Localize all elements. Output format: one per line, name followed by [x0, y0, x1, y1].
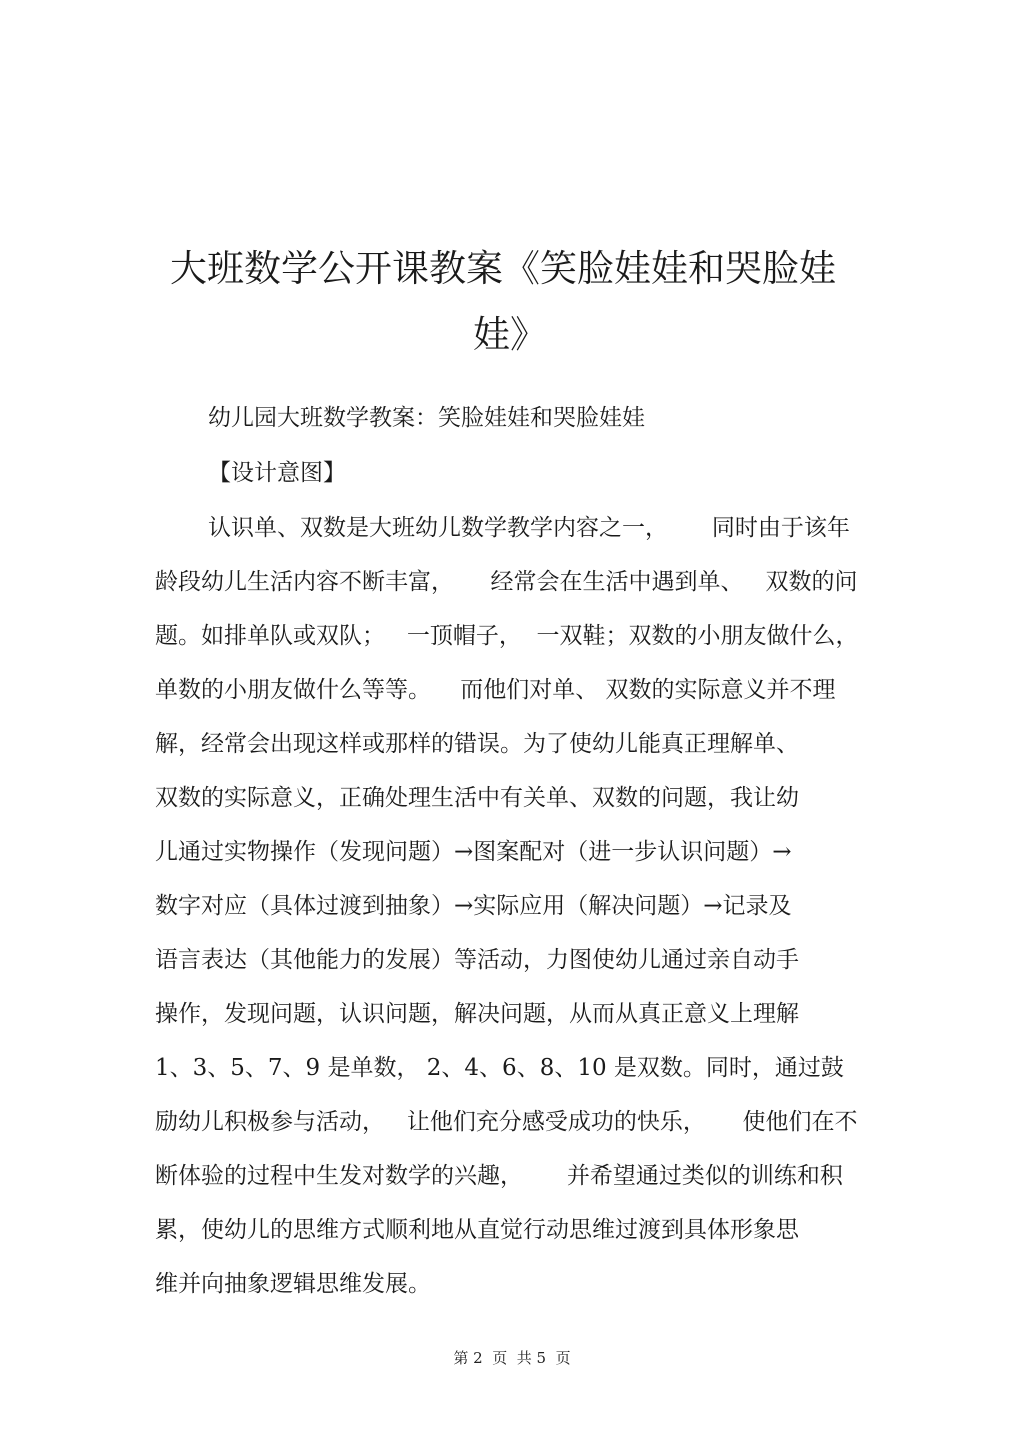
body-line: 语言表达（其他能力的发展）等活动，力图使幼儿通过亲自动手: [155, 947, 799, 973]
body-line: 1、3、5、7、9 是单数， 2、4、6、8、10 是双数。同时，通过鼓: [155, 1055, 844, 1081]
body-line: 累，使幼儿的思维方式顺利地从直觉行动思维过渡到具体形象思: [155, 1217, 799, 1243]
body-line: 儿通过实物操作（发现问题）→图案配对（进一步认识问题）→: [155, 839, 792, 865]
document-subtitle: 幼儿园大班数学教案：笑脸娃娃和哭脸娃娃: [208, 405, 645, 431]
body-line: 断体验的过程中生发对数学的兴趣， 并希望通过类似的训练和积: [155, 1163, 843, 1189]
body-line: 操作，发现问题，认识问题，解决问题，从而从真正意义上理解: [155, 1001, 799, 1027]
page-number: 第 2 页 共 5 页: [453, 1349, 571, 1367]
body-line: 题。如排单队或双队； 一顶帽子， 一双鞋；双数的小朋友做什么，: [155, 623, 859, 649]
body-line: 认识单、双数是大班幼儿数学教学内容之一， 同时由于该年: [208, 515, 850, 541]
body-line: 解，经常会出现这样或那样的错误。为了使幼儿能真正理解单、: [155, 731, 799, 757]
document-title-line-1: 大班数学公开课教案《笑脸娃娃和哭脸娃: [170, 247, 836, 290]
body-line: 励幼儿积极参与活动， 让他们充分感受成功的快乐， 使他们在不: [155, 1109, 858, 1135]
section-heading: 【设计意图】: [208, 460, 346, 486]
body-line: 双数的实际意义，正确处理生活中有关单、双数的问题，我让幼: [155, 785, 799, 811]
body-line: 单数的小朋友做什么等等。 而他们对单、 双数的实际意义并不理: [155, 677, 836, 703]
body-line: 龄段幼儿生活内容不断丰富， 经常会在生活中遇到单、 双数的问: [155, 569, 858, 595]
body-line: 维并向抽象逻辑思维发展。: [155, 1271, 431, 1297]
body-line: 数字对应（具体过渡到抽象）→实际应用（解决问题）→记录及: [155, 893, 792, 919]
document-title-line-2: 娃》: [473, 313, 547, 356]
